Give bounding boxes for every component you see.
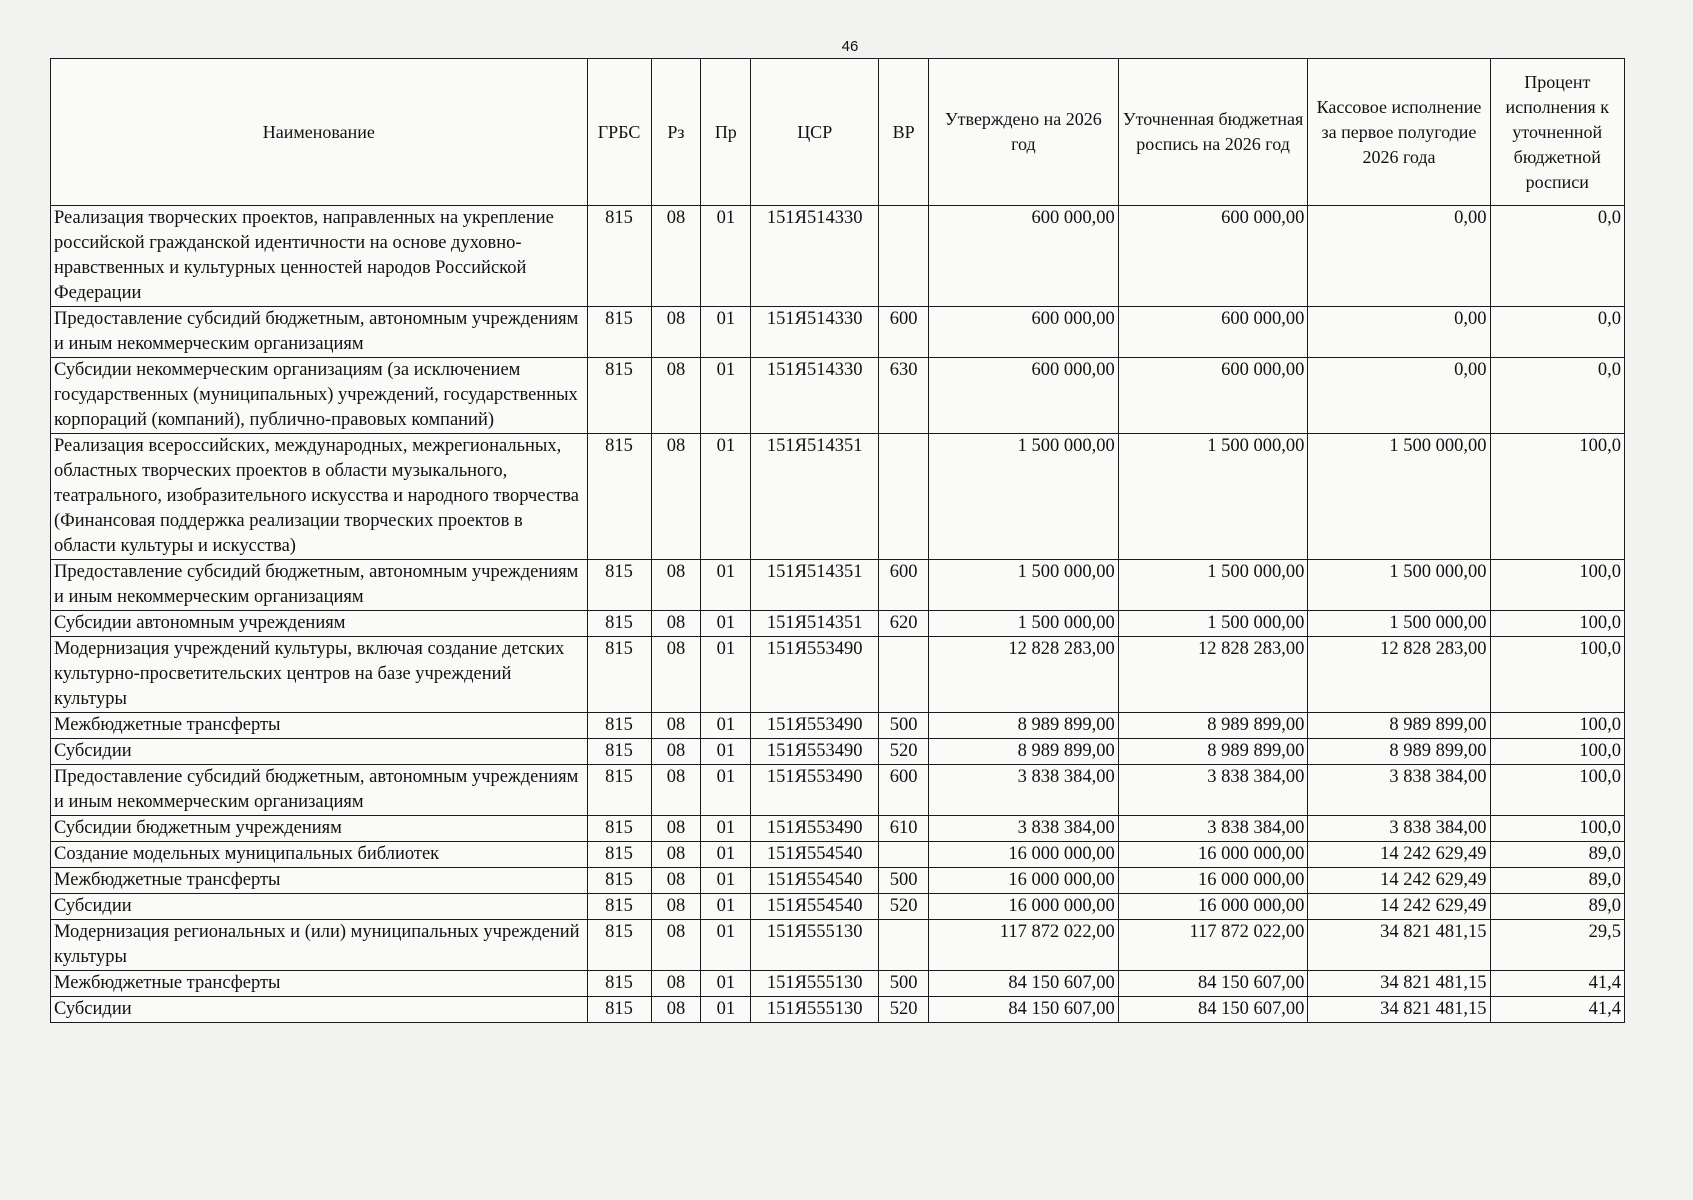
- cell-refined: 1 500 000,00: [1118, 434, 1308, 560]
- cell-rz: 08: [651, 868, 701, 894]
- cell-approved: 8 989 899,00: [929, 713, 1119, 739]
- cell-refined: 8 989 899,00: [1118, 713, 1308, 739]
- header-name: Наименование: [51, 59, 588, 206]
- cell-approved: 8 989 899,00: [929, 739, 1119, 765]
- cell-name: Субсидии: [51, 894, 588, 920]
- cell-cash: 3 838 384,00: [1308, 816, 1490, 842]
- cell-grbs: 815: [587, 358, 651, 434]
- table-header-row: [51, 59, 1625, 206]
- table-row: [51, 560, 1625, 611]
- cell-percent: 89,0: [1490, 894, 1624, 920]
- cell-refined: 84 150 607,00: [1118, 971, 1308, 997]
- cell-csr: 151Я555130: [751, 997, 879, 1023]
- cell-pr: 01: [701, 842, 751, 868]
- header-approved: Утверждено на 2026 год: [929, 59, 1119, 206]
- cell-vr: [879, 920, 929, 971]
- table-row: [51, 611, 1625, 637]
- cell-vr: 620: [879, 611, 929, 637]
- cell-rz: 08: [651, 920, 701, 971]
- cell-refined: 16 000 000,00: [1118, 842, 1308, 868]
- cell-grbs: 815: [587, 816, 651, 842]
- cell-percent: 0,0: [1490, 358, 1624, 434]
- table-row: [51, 920, 1625, 971]
- cell-cash: 0,00: [1308, 206, 1490, 307]
- cell-name: Реализация всероссийских, международных, межрегиональных, областных творческих проектов в области музыкального, театрального, изобразительного искусства и народного творчества (Финансовая поддержка реализации творческих проектов в области культуры и искусства): [51, 434, 588, 560]
- cell-percent: 41,4: [1490, 997, 1624, 1023]
- cell-approved: 12 828 283,00: [929, 637, 1119, 713]
- cell-name: Предоставление субсидий бюджетным, автономным учреждениям и иным некоммерческим организациям: [51, 560, 588, 611]
- cell-percent: 0,0: [1490, 307, 1624, 358]
- cell-grbs: 815: [587, 997, 651, 1023]
- table-row: [51, 307, 1625, 358]
- cell-pr: 01: [701, 765, 751, 816]
- cell-vr: 520: [879, 997, 929, 1023]
- cell-approved: 117 872 022,00: [929, 920, 1119, 971]
- table-row: [51, 713, 1625, 739]
- cell-csr: 151Я553490: [751, 637, 879, 713]
- cell-grbs: 815: [587, 971, 651, 997]
- cell-grbs: 815: [587, 560, 651, 611]
- cell-name: Субсидии: [51, 739, 588, 765]
- cell-name: Субсидии автономным учреждениям: [51, 611, 588, 637]
- header-cash: Кассовое исполнение за первое полугодие 2026 года: [1308, 59, 1490, 206]
- cell-approved: 3 838 384,00: [929, 816, 1119, 842]
- table-row: [51, 868, 1625, 894]
- cell-rz: 08: [651, 713, 701, 739]
- cell-csr: 151Я514330: [751, 206, 879, 307]
- cell-cash: 34 821 481,15: [1308, 997, 1490, 1023]
- cell-grbs: 815: [587, 637, 651, 713]
- cell-percent: 41,4: [1490, 971, 1624, 997]
- cell-pr: 01: [701, 997, 751, 1023]
- cell-percent: 100,0: [1490, 611, 1624, 637]
- table-row: [51, 971, 1625, 997]
- cell-grbs: 815: [587, 739, 651, 765]
- cell-approved: 84 150 607,00: [929, 997, 1119, 1023]
- cell-refined: 600 000,00: [1118, 307, 1308, 358]
- cell-csr: 151Я554540: [751, 894, 879, 920]
- cell-percent: 100,0: [1490, 434, 1624, 560]
- table-row: [51, 842, 1625, 868]
- cell-rz: 08: [651, 765, 701, 816]
- cell-vr: 520: [879, 739, 929, 765]
- cell-approved: 16 000 000,00: [929, 894, 1119, 920]
- cell-approved: 600 000,00: [929, 358, 1119, 434]
- cell-name: Межбюджетные трансферты: [51, 971, 588, 997]
- cell-percent: 89,0: [1490, 868, 1624, 894]
- cell-csr: 151Я553490: [751, 713, 879, 739]
- cell-cash: 8 989 899,00: [1308, 713, 1490, 739]
- cell-name: Субсидии бюджетным учреждениям: [51, 816, 588, 842]
- cell-vr: [879, 434, 929, 560]
- cell-vr: [879, 637, 929, 713]
- cell-percent: 0,0: [1490, 206, 1624, 307]
- cell-cash: 1 500 000,00: [1308, 560, 1490, 611]
- cell-rz: 08: [651, 894, 701, 920]
- cell-cash: 3 838 384,00: [1308, 765, 1490, 816]
- cell-refined: 84 150 607,00: [1118, 997, 1308, 1023]
- cell-cash: 8 989 899,00: [1308, 739, 1490, 765]
- cell-cash: 14 242 629,49: [1308, 868, 1490, 894]
- cell-name: Субсидии некоммерческим организациям (за исключением государственных (муниципальных) учреждений, государственных корпораций (компаний), публично-правовых компаний): [51, 358, 588, 434]
- table-row: [51, 765, 1625, 816]
- cell-csr: 151Я514330: [751, 358, 879, 434]
- cell-name: Межбюджетные трансферты: [51, 868, 588, 894]
- cell-percent: 100,0: [1490, 637, 1624, 713]
- cell-percent: 100,0: [1490, 713, 1624, 739]
- cell-rz: 08: [651, 611, 701, 637]
- cell-grbs: 815: [587, 920, 651, 971]
- cell-pr: 01: [701, 971, 751, 997]
- cell-rz: 08: [651, 307, 701, 358]
- cell-rz: 08: [651, 997, 701, 1023]
- cell-csr: 151Я553490: [751, 739, 879, 765]
- table-row: [51, 997, 1625, 1023]
- header-pr: Пр: [701, 59, 751, 206]
- cell-pr: 01: [701, 560, 751, 611]
- cell-rz: 08: [651, 358, 701, 434]
- cell-rz: 08: [651, 842, 701, 868]
- table-body: [51, 206, 1625, 1023]
- cell-rz: 08: [651, 560, 701, 611]
- cell-grbs: 815: [587, 713, 651, 739]
- cell-pr: 01: [701, 816, 751, 842]
- table-row: [51, 894, 1625, 920]
- cell-pr: 01: [701, 713, 751, 739]
- cell-grbs: 815: [587, 868, 651, 894]
- cell-refined: 16 000 000,00: [1118, 894, 1308, 920]
- cell-csr: 151Я514351: [751, 434, 879, 560]
- cell-refined: 3 838 384,00: [1118, 765, 1308, 816]
- cell-cash: 0,00: [1308, 307, 1490, 358]
- cell-pr: 01: [701, 868, 751, 894]
- cell-approved: 1 500 000,00: [929, 611, 1119, 637]
- cell-name: Предоставление субсидий бюджетным, автономным учреждениям и иным некоммерческим организациям: [51, 765, 588, 816]
- cell-pr: 01: [701, 637, 751, 713]
- cell-csr: 151Я553490: [751, 816, 879, 842]
- cell-rz: 08: [651, 739, 701, 765]
- cell-csr: 151Я554540: [751, 842, 879, 868]
- cell-grbs: 815: [587, 206, 651, 307]
- cell-csr: 151Я555130: [751, 971, 879, 997]
- cell-grbs: 815: [587, 434, 651, 560]
- cell-vr: 600: [879, 765, 929, 816]
- cell-refined: 1 500 000,00: [1118, 560, 1308, 611]
- cell-refined: 8 989 899,00: [1118, 739, 1308, 765]
- cell-refined: 12 828 283,00: [1118, 637, 1308, 713]
- cell-approved: 3 838 384,00: [929, 765, 1119, 816]
- budget-table: [50, 58, 1625, 1023]
- cell-pr: 01: [701, 920, 751, 971]
- cell-percent: 89,0: [1490, 842, 1624, 868]
- cell-approved: 600 000,00: [929, 307, 1119, 358]
- cell-csr: 151Я514351: [751, 560, 879, 611]
- cell-approved: 16 000 000,00: [929, 868, 1119, 894]
- cell-cash: 1 500 000,00: [1308, 611, 1490, 637]
- cell-approved: 1 500 000,00: [929, 560, 1119, 611]
- cell-vr: 500: [879, 713, 929, 739]
- cell-pr: 01: [701, 358, 751, 434]
- cell-refined: 16 000 000,00: [1118, 868, 1308, 894]
- cell-name: Субсидии: [51, 997, 588, 1023]
- cell-cash: 1 500 000,00: [1308, 434, 1490, 560]
- header-percent: Процент исполнения к уточненной бюджетной росписи: [1490, 59, 1624, 206]
- cell-vr: 500: [879, 868, 929, 894]
- cell-rz: 08: [651, 637, 701, 713]
- header-rz: Рз: [651, 59, 701, 206]
- cell-grbs: 815: [587, 611, 651, 637]
- cell-cash: 34 821 481,15: [1308, 971, 1490, 997]
- cell-grbs: 815: [587, 842, 651, 868]
- cell-approved: 1 500 000,00: [929, 434, 1119, 560]
- cell-cash: 14 242 629,49: [1308, 842, 1490, 868]
- table-row: [51, 358, 1625, 434]
- cell-refined: 3 838 384,00: [1118, 816, 1308, 842]
- table-row: [51, 637, 1625, 713]
- cell-rz: 08: [651, 206, 701, 307]
- cell-pr: 01: [701, 611, 751, 637]
- cell-grbs: 815: [587, 307, 651, 358]
- cell-name: Предоставление субсидий бюджетным, автономным учреждениям и иным некоммерческим организациям: [51, 307, 588, 358]
- cell-vr: 600: [879, 307, 929, 358]
- cell-csr: 151Я553490: [751, 765, 879, 816]
- header-vr: ВР: [879, 59, 929, 206]
- cell-name: Реализация творческих проектов, направленных на укрепление российской гражданской идентичности на основе духовно-нравственных и культурных ценностей народов Российской Федерации: [51, 206, 588, 307]
- cell-refined: 1 500 000,00: [1118, 611, 1308, 637]
- cell-vr: [879, 206, 929, 307]
- cell-approved: 84 150 607,00: [929, 971, 1119, 997]
- cell-vr: 610: [879, 816, 929, 842]
- header-csr: ЦСР: [751, 59, 879, 206]
- cell-rz: 08: [651, 816, 701, 842]
- cell-vr: 600: [879, 560, 929, 611]
- cell-pr: 01: [701, 206, 751, 307]
- cell-name: Модернизация учреждений культуры, включая создание детских культурно-просветительских центров на базе учреждений культуры: [51, 637, 588, 713]
- header-refined: Уточненная бюджетная роспись на 2026 год: [1118, 59, 1308, 206]
- cell-pr: 01: [701, 739, 751, 765]
- cell-refined: 600 000,00: [1118, 206, 1308, 307]
- cell-csr: 151Я514351: [751, 611, 879, 637]
- cell-vr: [879, 842, 929, 868]
- table-row: [51, 434, 1625, 560]
- cell-percent: 29,5: [1490, 920, 1624, 971]
- cell-vr: 630: [879, 358, 929, 434]
- cell-approved: 600 000,00: [929, 206, 1119, 307]
- cell-csr: 151Я555130: [751, 920, 879, 971]
- table-row: [51, 206, 1625, 307]
- cell-grbs: 815: [587, 894, 651, 920]
- cell-cash: 14 242 629,49: [1308, 894, 1490, 920]
- cell-pr: 01: [701, 307, 751, 358]
- cell-vr: 500: [879, 971, 929, 997]
- header-grbs: ГРБС: [587, 59, 651, 206]
- cell-vr: 520: [879, 894, 929, 920]
- cell-csr: 151Я554540: [751, 868, 879, 894]
- cell-name: Создание модельных муниципальных библиотек: [51, 842, 588, 868]
- cell-csr: 151Я514330: [751, 307, 879, 358]
- cell-refined: 117 872 022,00: [1118, 920, 1308, 971]
- cell-rz: 08: [651, 434, 701, 560]
- cell-percent: 100,0: [1490, 816, 1624, 842]
- cell-cash: 0,00: [1308, 358, 1490, 434]
- cell-percent: 100,0: [1490, 739, 1624, 765]
- page-number: 46: [841, 38, 859, 55]
- table-row: [51, 739, 1625, 765]
- cell-pr: 01: [701, 434, 751, 560]
- table-row: [51, 816, 1625, 842]
- cell-name: Межбюджетные трансферты: [51, 713, 588, 739]
- cell-approved: 16 000 000,00: [929, 842, 1119, 868]
- cell-name: Модернизация региональных и (или) муниципальных учреждений культуры: [51, 920, 588, 971]
- cell-cash: 34 821 481,15: [1308, 920, 1490, 971]
- cell-cash: 12 828 283,00: [1308, 637, 1490, 713]
- cell-percent: 100,0: [1490, 765, 1624, 816]
- cell-grbs: 815: [587, 765, 651, 816]
- cell-rz: 08: [651, 971, 701, 997]
- cell-refined: 600 000,00: [1118, 358, 1308, 434]
- cell-percent: 100,0: [1490, 560, 1624, 611]
- cell-pr: 01: [701, 894, 751, 920]
